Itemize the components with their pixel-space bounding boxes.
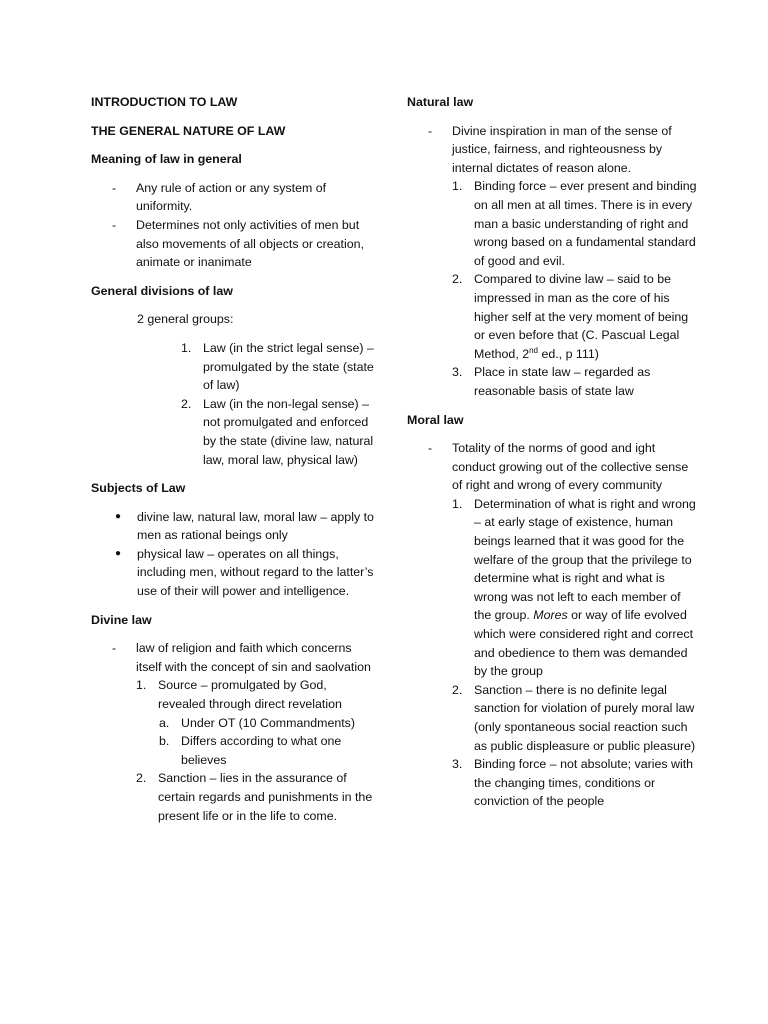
section-title: THE GENERAL NATURE OF LAW [91, 123, 286, 138]
list-item [407, 681, 697, 755]
list-item-text: Under OT (10 Commandments) [181, 715, 355, 730]
number-marker: 1. [452, 179, 463, 194]
list-item-text: Totality of the norms of good and ight conduct growing out of the collective sense of right and wrong of every community [452, 441, 689, 493]
number-marker: 2. [452, 272, 463, 287]
list-item [407, 177, 697, 270]
text-part: Compared to divine law – said to be impressed in man as the core of his higher self at the very moment of being or even before that (C. Pascual Legal Method, 2 [474, 272, 689, 361]
list-item [407, 495, 697, 681]
right-column [407, 93, 697, 811]
text-part: ed., p 111) [538, 346, 599, 361]
list-item [407, 270, 697, 363]
list-item [407, 363, 697, 400]
list-item-text: divine law, natural law, moral law – apply to men as rational beings only [137, 509, 374, 543]
text-part: Determination of what is right and wrong – at early stage of existence, human beings learned that it was good for the welfare of the group that the privilege to determine what is right and what is wrong was not left to each member of the group. [474, 496, 696, 623]
list-item [91, 395, 376, 469]
number-marker: 3. [452, 365, 463, 380]
list-item [91, 216, 376, 272]
list-item-text: Binding force – ever present and binding on all men at all times. There is in every man a basic understanding of right and wrong based on a fundamental standard of good and evil. [474, 179, 697, 268]
superscript: nd [529, 345, 539, 355]
number-marker: 2. [181, 396, 192, 411]
dash-marker: - [428, 441, 433, 456]
list-item [91, 545, 376, 601]
number-marker: 1. [452, 496, 463, 511]
list-item-text: Sanction – lies in the assurance of certain regards and punishments in the present life or in the life to come. [158, 771, 373, 823]
list-item-text: Law (in the non-legal sense) – not promulgated and enforced by the state (divine law, natural law, moral law, physical law) [203, 396, 374, 467]
list-item-text [474, 272, 688, 360]
list-item-text: Determines not only activities of men but also movements of all objects or creation, animate or inanimate [136, 217, 364, 270]
list-item-text: Differs according to what one believes [181, 734, 342, 767]
list-item [91, 639, 376, 676]
list-item-text: Place in state law – regarded as reasonable basis of state law [474, 365, 651, 398]
list-item-text: physical law – operates on all things, including men, without regard to the latter’s use of their will power and intelligence. [137, 546, 374, 599]
list-item-text: Binding force – not absolute; varies with the changing times, conditions or conviction of the people [474, 757, 694, 809]
heading-divisions: General divisions of law [91, 283, 233, 298]
heading-subjects: Subjects of Law [91, 481, 186, 496]
list-item [91, 769, 376, 825]
list-item [91, 676, 376, 713]
number-marker: 1. [136, 678, 147, 693]
document-title: INTRODUCTION TO LAW [91, 95, 238, 109]
list-item-text: Sanction – there is no definite legal sanction for violation of purely moral law (only spontaneous social reaction such as public displeasure or public pleasure) [474, 682, 696, 753]
heading-natural: Natural law [407, 95, 474, 109]
list-item [91, 179, 376, 216]
list-item-text: law of religion and faith which concerns itself with the concept of sin and saolvation [136, 641, 371, 674]
list-item [407, 439, 697, 495]
dash-marker: - [112, 217, 117, 232]
letter-marker: b. [159, 734, 170, 749]
italic-term: Mores [533, 608, 568, 623]
text-part: or way of life evolved which were considered right and correct and obedience to them was demanded by the group [474, 608, 694, 679]
list-item [91, 339, 376, 395]
list-item [91, 714, 376, 733]
heading-divine: Divine law [91, 612, 152, 627]
number-marker: 2. [136, 771, 147, 786]
number-marker: 2. [452, 682, 463, 697]
list-item [91, 732, 376, 769]
number-marker: 1. [181, 340, 192, 355]
list-item-text: Divine inspiration in man of the sense of justice, fairness, and righteousness by internal dictates of reason alone. [452, 123, 672, 175]
divisions-intro: 2 general groups: [137, 312, 234, 327]
list-item [407, 122, 697, 178]
list-item-text: Law (in the strict legal sense) – promulgated by the state (state of law) [203, 340, 374, 393]
list-item-text: Source – promulgated by God, revealed through direct revelation [158, 678, 342, 712]
heading-moral: Moral law [407, 412, 464, 427]
number-marker: 3. [452, 757, 463, 772]
dash-marker: - [112, 180, 117, 195]
dash-marker: - [428, 123, 433, 138]
letter-marker: a. [159, 715, 170, 730]
dash-marker: - [112, 641, 117, 656]
bullet-icon: ● [115, 547, 122, 559]
list-item-text: Any rule of action or any system of uniformity. [136, 180, 327, 214]
bullet-icon: ● [115, 510, 122, 522]
list-item-text [474, 497, 696, 678]
list-item [91, 508, 376, 545]
left-column [91, 93, 376, 825]
heading-meaning: Meaning of law in general [91, 152, 242, 167]
list-item [407, 755, 697, 811]
